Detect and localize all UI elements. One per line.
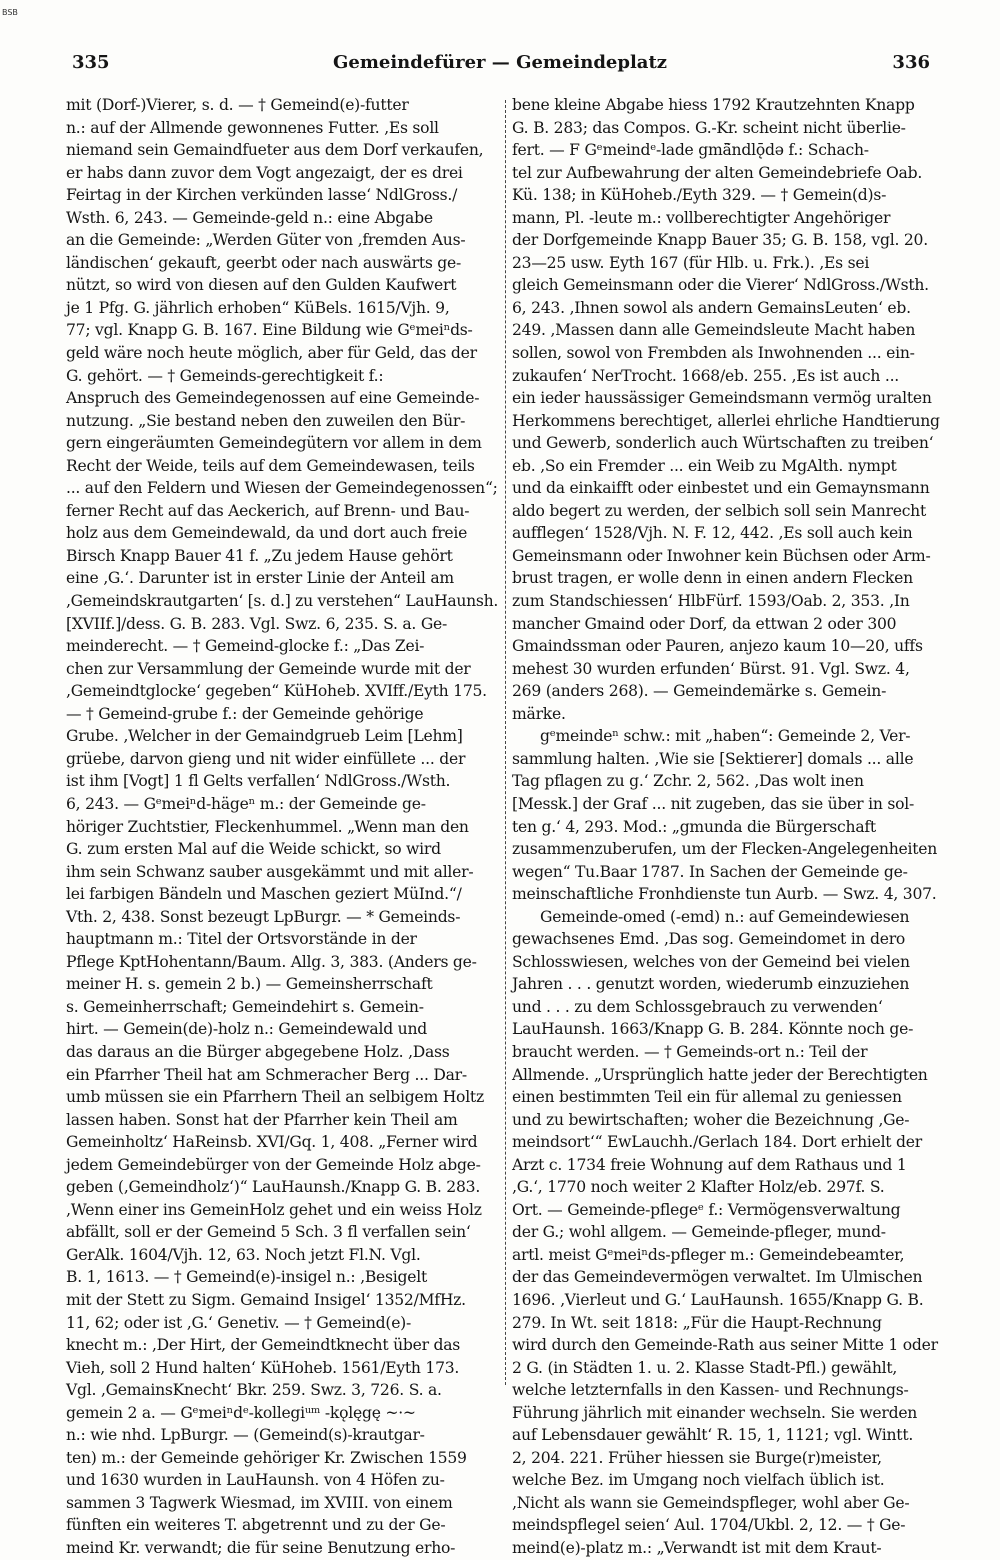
text-line: brust tragen, er wolle denn in einen andern Flecken (512, 569, 913, 588)
text-line: zukaufen‘ NerTrocht. 1668/eb. 255. ‚Es ist auch ... (512, 366, 899, 385)
text-line: sammen 3 Tagwerk Wiesmad, im XVIII. von einem (66, 1493, 453, 1512)
text-line: er habs dann zuvor dem Vogt angezaigt, der es drei (66, 163, 463, 182)
text-line: an die Gemeinde: „Werden Güter von ‚fremden Aus- (66, 231, 466, 250)
text-line: ‚Wenn einer ins GemeinHolz gehet und ein weiss Holz (66, 1200, 482, 1219)
text-line: Gemeinholtz‘ HaReinsb. XVI/Gq. 1, 408. „Ferner wird (66, 1133, 478, 1152)
text-line: Feirtag in der Kirchen verkünden lasse‘ NdlGross./ (66, 186, 458, 205)
text-line: Birsch Knapp Bauer 41 f. „Zu jedem Hause gehört (66, 546, 453, 565)
text-line: Vth. 2, 438. Sonst bezeugt LpBurgr. — * Gemeinds- (66, 907, 461, 926)
text-line: ten) m.: der Gemeinde gehöriger Kr. Zwischen 1559 (66, 1448, 467, 1467)
text-line: eine ‚G.‘. Darunter ist in erster Linie der Anteil am (66, 569, 454, 588)
text-line: mehest 30 wurden erfunden‘ Bürst. 91. Vgl. Swz. 4, (512, 659, 910, 678)
text-line: geben (‚Gemeindholz‘)“ LauHaunsh./Knapp G. B. 283. (66, 1178, 481, 1197)
text-line: meind Kr. verwandt; die für seine Benutzung erho- (66, 1539, 456, 1557)
text-line: mit der Stett zu Sigm. Gemaind Insigel‘ 1352/MfHz. (66, 1290, 466, 1309)
text-line: Vgl. ‚GemainsKnecht‘ Bkr. 259. Swz. 3, 726. S. a. (66, 1381, 442, 1400)
text-line: mann, Pl. -leute m.: vollberechtigter Angehöriger (512, 208, 891, 227)
text-line: jedem Gemeindebürger von der Gemeinde Holz abge- (66, 1155, 481, 1174)
text-line: sollen, sowol von Frembden als Inwohnenden ... ein- (512, 344, 915, 363)
text-line: fert. — F Gᵉmeindᵉ-lade gmā̃ndlǭdə f.: Schach- (512, 141, 869, 160)
text-line: ein Pfarrher Theil hat am Schmeracher Berg ... Dar- (66, 1065, 467, 1084)
text-line: gᵉmeindeⁿ schw.: mit „haben“: Gemeinde 2, Ver- (540, 727, 911, 746)
text-line: 6, 243. ‚Ihnen sowol als andern GemainsLeuten‘ eb. (512, 298, 911, 317)
text-line: braucht werden. — † Gemeinds-ort n.: Teil der (512, 1042, 868, 1061)
text-line: Wsth. 6, 243. — Gemeinde-geld n.: eine Abgabe (66, 208, 433, 227)
text-line: 2 G. (in Städten 1. u. 2. Klasse Stadt-Pfl.) gewählt, (512, 1358, 898, 1377)
text-line: LauHaunsh. 1663/Knapp G. B. 284. Könnte noch ge- (512, 1020, 914, 1039)
text-line: und da einkaifft oder einbestet und ein Gemaynsmann (512, 479, 930, 498)
text-line: — † Gemeind-grube f.: der Gemeinde gehörige (66, 704, 424, 723)
text-line: meiner H. s. gemein 2 b.) — Gemeinsherrschaft (66, 975, 433, 994)
text-line: G. B. 283; das Compos. G.-Kr. scheint nicht überlie- (512, 118, 906, 137)
text-line: n.: auf der Allmende gewonnenes Futter. ‚Es soll (66, 118, 439, 137)
text-line: Herkommens berechtiget, allerlei ehrliche Handtierung (512, 411, 940, 430)
text-line: ist ihm [Vogt] 1 fl Gelts verfallen‘ NdlGross./Wsth. (66, 772, 451, 791)
text-line: ... auf den Feldern und Wiesen der Gemeindegenossen“; (66, 479, 498, 498)
text-line: lei farbigen Bändeln und Maschen geziert MüInd.“/ (66, 885, 462, 904)
text-line: und 1630 wurden in LauHaunsh. von 4 Höfen zu- (66, 1471, 445, 1490)
text-line: lassen haben. Sonst hat der Pfarrher kein Theil am (66, 1110, 458, 1129)
page-number-left: 335 (72, 52, 110, 73)
text-line: Vieh, soll 2 Hund halten‘ KüHoheb. 1561/Eyth 173. (66, 1358, 460, 1377)
text-line: der das Gemeindevermögen verwaltet. Im Ulmischen (512, 1268, 923, 1287)
text-line: meindsort‘“ EwLauchh./Gerlach 184. Dort erhielt der (512, 1133, 922, 1152)
text-line: s. Gemeinherrschaft; Gemeindehirt s. Gemein- (66, 997, 424, 1016)
text-line: Kü. 138; in KüHoheb./Eyth 329. — † Gemein(d)s- (512, 186, 887, 205)
text-line: 6, 243. — Gᵉmeiⁿd-hägeⁿ m.: der Gemeinde ge- (66, 794, 426, 813)
library-stamp: BSB (2, 8, 18, 17)
text-line: Gemeinde-omed (-emd) n.: auf Gemeindewiesen (540, 907, 910, 926)
text-line: wegen“ Tu.Baar 1787. In Sachen der Gemeinde ge- (512, 862, 908, 881)
text-line: und zu bewirtschaften; woher die Bezeichnung ‚Ge- (512, 1110, 910, 1129)
text-line: Allmende. „Ursprünglich hatte jeder der Berechtigten (512, 1065, 928, 1084)
text-line: niemand sein Gemaindfueter aus dem Dorf verkaufen, (66, 141, 484, 160)
text-line: welche Bez. im Umgang noch vielfach üblich ist. (512, 1471, 885, 1490)
text-line: GerAlk. 1604/Vjh. 12, 63. Noch jetzt Fl.N. Vgl. (66, 1245, 421, 1264)
text-line: eb. ‚So ein Fremder ... ein Weib zu MgAlth. nympt (512, 456, 897, 475)
text-line: hirt. — Gemein(de)-holz n.: Gemeindewald und (66, 1020, 427, 1039)
text-line: chen zur Versammlung der Gemeinde wurde mit der (66, 659, 471, 678)
text-line: Arzt c. 1734 freie Wohnung auf dem Rathaus und 1 (512, 1155, 907, 1174)
text-line: Recht der Weide, teils auf dem Gemeindewasen, teils (66, 456, 475, 475)
text-line: Grube. ‚Welcher in der Gemaindgrueb Leim [Lehm] (66, 727, 463, 746)
text-line: 269 (anders 268). — Gemeindemärke s. Gemein- (512, 682, 887, 701)
text-line: zusammenzuberufen, um der Flecken-Angelegenheiten (512, 840, 938, 859)
text-line: ‚G.‘, 1770 noch weiter 2 Klafter Holz/eb. 297f. S. (512, 1178, 885, 1197)
page-number-right: 336 (892, 52, 930, 73)
text-line: ten g.‘ 4, 293. Mod.: „gmunda die Bürgerschaft (512, 817, 876, 836)
left-column (66, 94, 498, 1557)
text-line: Gmaindssman oder Pauren, anjezo kaum 10—20, uffs (512, 637, 923, 656)
text-line: und . . . zu dem Schlossgebrauch zu verwenden‘ (512, 997, 883, 1016)
text-line: Führung jährlich mit einander wechseln. Sie werden (512, 1403, 918, 1422)
text-line: auf Lebensdauer gewählt‘ R. 15, 1, 1121; vgl. Wintt. (512, 1426, 914, 1445)
text-line: gern eingeräumten Gemeindegütern vor allem in dem (66, 434, 482, 453)
text-line: ‚Gemeindtglocke‘ gegeben“ KüHoheb. XVIff./Eyth 175. (66, 682, 487, 701)
text-line: 249. ‚Massen dann alle Gemeindsleute Macht haben (512, 321, 916, 340)
text-line: sammlung halten. ‚Wie sie [Sektierer] domals ... alle (512, 749, 914, 768)
right-column (512, 94, 940, 1557)
text-line: ferner Recht auf das Aeckerich, auf Brenn- und Bau- (66, 501, 470, 520)
running-header (0, 52, 1000, 78)
text-line: der G.; wohl allgem. — Gemeinde-pfleger, mund- (512, 1223, 886, 1242)
text-line: höriger Zuchtstier, Fleckenhummel. „Wenn man den (66, 817, 469, 836)
text-line: geld wäre noch heute möglich, aber für Geld, das der (66, 344, 477, 363)
text-line: [XVIIf.]/dess. G. B. 283. Vgl. Swz. 6, 235. S. a. Ge- (66, 614, 448, 633)
text-line: mit (Dorf-)Vierer, s. d. — † Gemeind(e)-futter (66, 96, 409, 114)
text-line: ihm sein Schwanz sauber ausgekämmt und mit aller- (66, 862, 474, 881)
text-line: gewachsenes Emd. ‚Das sog. Gemeindomet in dero (512, 930, 906, 949)
page-title: Gemeindefürer — Gemeindeplatz (333, 52, 667, 73)
text-line: je 1 Pfg. G. jährlich erhoben“ KüBels. 1615/Vjh. 9, (66, 298, 450, 317)
text-line: gleich Gemeinsmann oder die Vierer‘ NdlGross./Wsth. (512, 276, 929, 295)
text-line: tel zur Aufbewahrung der alten Gemeindebriefe Oab. (512, 163, 923, 182)
text-line: mancher Gmaind oder Dorf, da ettwan 2 oder 300 (512, 614, 897, 633)
text-line: fünften ein weiteres T. abgetrennt und zu der Ge- (66, 1516, 446, 1535)
text-line: aldo begert zu werden, der selbich soll sein Manrecht (512, 501, 926, 520)
text-line: märke. (512, 704, 566, 723)
text-line: 77; vgl. Knapp G. B. 167. Eine Bildung wie Gᵉmeiⁿds- (66, 321, 473, 340)
text-line: Jahren . . . genutzt worden, wiederumb einzuziehen (512, 975, 910, 994)
text-line: G. gehört. — † Gemeinds-gerechtigkeit f.: (66, 366, 384, 385)
text-line: nutzung. „Sie bestand neben den zuweilen den Bür- (66, 411, 466, 430)
text-line: meind(e)-platz m.: „Verwandt ist mit dem Kraut- (512, 1539, 882, 1557)
text-line: und Gewerb, sonderlich auch Würtschaften zu treiben‘ (512, 434, 934, 453)
text-line: n.: wie nhd. LpBurgr. — (Gemeind(s)-krautgar- (66, 1426, 425, 1445)
text-line: ‚Nicht als wann sie Gemeindspfleger, wohl aber Ge- (512, 1493, 910, 1512)
text-line: B. 1, 1613. — † Gemeind(e)-insigel n.: ‚Besigelt (66, 1268, 427, 1287)
text-line: grüebe, darvon gieng und nit wider einfüllete ... der (66, 749, 466, 768)
text-line: gemein 2 a. — Gᵉmeiⁿdᵉ-kollegiᵘᵐ -kǫlęgę ~·~ (66, 1403, 416, 1422)
text-line: 1696. ‚Vierleut und G.‘ LauHaunsh. 1655/Knapp G. B. (512, 1290, 924, 1309)
text-line: meinschaftliche Fronhdienste tun Aurb. — Swz. 4, 307. (512, 885, 937, 904)
text-line: holz aus dem Gemeindewald, da und dort auch freie (66, 524, 468, 543)
text-line: wird durch den Gemeinde-Rath aus seiner Mitte 1 oder (512, 1336, 938, 1355)
text-line: G. zum ersten Mal auf die Weide schickt, so wird (66, 840, 441, 859)
column-divider (505, 100, 506, 1385)
text-line: umb müssen sie ein Pfarrhern Theil an selbigem Holtz (66, 1088, 484, 1107)
text-line: 2, 204. 221. Früher hiessen sie Burge(r)meister, (512, 1448, 882, 1467)
text-line: Gemeinsmann oder Inwohner kein Büchsen oder Arm- (512, 546, 931, 565)
text-line: ‚Gemeindskrautgarten‘ [s. d.] zu verstehen“ LauHaunsh. (66, 592, 498, 611)
text-line: nützt, so wird von diesen auf den Gulden Kaufwert (66, 276, 457, 295)
text-line: [Messk.] der Graf ... nit zugeben, das sie über in sol- (512, 794, 914, 813)
text-line: Tag pflagen zu g.‘ Zchr. 2, 562. ‚Das wolt inen (512, 772, 864, 791)
text-line: Schlosswiesen, welches von der Gemeind bei vielen (512, 952, 910, 971)
text-line: 279. In Wt. seit 1818: „Für die Haupt-Rechnung (512, 1313, 882, 1332)
text-line: der Dorfgemeinde Knapp Bauer 35; G. B. 158, vgl. 20. (512, 231, 928, 250)
text-line: hauptmann m.: Titel der Ortsvorstände in der (66, 930, 417, 949)
text-line: ein ieder haussässiger Gemeindsmann vermög uralten (512, 389, 932, 408)
text-line: Pflege KptHohentann/Baum. Allg. 3, 383. (Anders ge- (66, 952, 477, 971)
text-line: knecht m.: ‚Der Hirt, der Gemeindtknecht über das (66, 1336, 461, 1355)
text-line: Ort. — Gemeinde-pflegeᵉ f.: Vermögensverwaltung (512, 1200, 901, 1219)
text-line: bene kleine Abgabe hiess 1792 Krautzehnten Knapp (512, 96, 915, 114)
text-line: meinderecht. — † Gemeind-glocke f.: „Das Zei- (66, 637, 425, 656)
text-line: Anspruch des Gemeindegenossen auf eine Gemeinde- (66, 389, 480, 408)
text-line: artl. meist Gᵉmeiⁿds-pfleger m.: Gemeindebeamter, (512, 1245, 905, 1264)
text-line: einen bestimmten Teil ein für allemal zu geniessen (512, 1088, 902, 1107)
text-line: 23—25 usw. Eyth 167 (für Hlb. u. Frk.). ‚Es sei (512, 253, 870, 272)
text-line: zum Standschiessen‘ HlbFürf. 1593/Oab. 2, 353. ‚In (512, 592, 910, 611)
text-line: das daraus an die Bürger abgegebene Holz. ‚Dass (66, 1042, 450, 1061)
text-line: aufflegen‘ 1528/Vjh. N. F. 12, 442. ‚Es soll auch kein (512, 524, 913, 543)
text-line: welche letzternfalls in den Kassen- und Rechnungs- (512, 1381, 909, 1400)
text-line: meindspflegel seien‘ Aul. 1704/Ukbl. 2, 12. — † Ge- (512, 1516, 906, 1535)
text-line: abfällt, soll er der Gemeind 5 Sch. 3 fl verfallen sein‘ (66, 1223, 471, 1242)
text-line: 11, 62; oder ist ‚G.‘ Genetiv. — † Gemeind(e)- (66, 1313, 412, 1332)
text-line: ländischen‘ gekauft, geerbt oder nach auswärts ge- (66, 253, 462, 272)
